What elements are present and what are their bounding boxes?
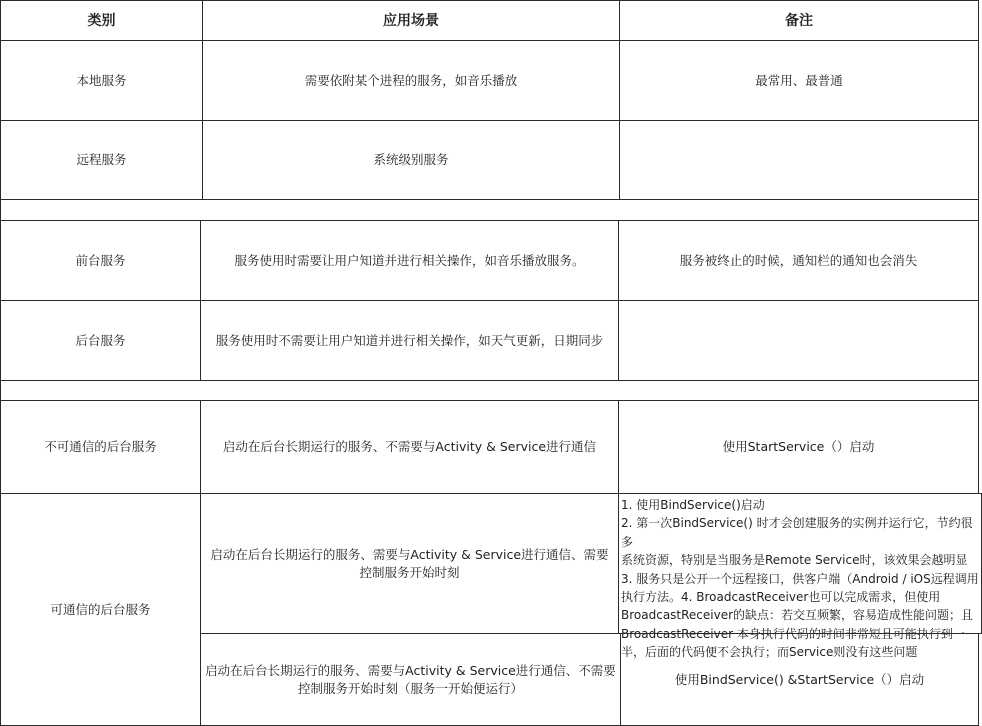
local-category: 本地服务 <box>0 40 203 121</box>
notes-line: 执行方法。4. BroadcastReceiver也可以完成需求，但使用 <box>621 590 941 605</box>
noncomm-scenario: 启动在后台长期运行的服务、不需要与Activity & Service进行通信 <box>200 400 619 494</box>
local-notes: 最常用、最普通 <box>619 40 979 121</box>
remote-category: 远程服务 <box>0 120 203 200</box>
foreground-notes: 服务被终止的时候，通知栏的通知也会消失 <box>618 220 979 301</box>
comm-sub2-scenario: 启动在后台长期运行的服务、需要与Activity & Service进行通信、不需要控制服务开始时刻（服务一开始便运行） <box>200 633 621 726</box>
separator-row <box>0 199 979 221</box>
header-category: 类别 <box>0 0 203 41</box>
local-scenario: 需要依附某个进程的服务，如音乐播放 <box>202 40 620 121</box>
comm-sub1-scenario: 启动在后台长期运行的服务、需要与Activity & Service进行通信、需要控制服务开始时刻 <box>200 493 619 634</box>
remote-scenario: 系统级别服务 <box>202 120 620 200</box>
comm-sub2-notes: 使用BindService() &StartService（）启动 <box>620 633 979 726</box>
notes-line: 系统资源，特别是当服务是Remote Service时，该效果会越明显 <box>621 553 968 568</box>
separator-row <box>0 380 979 401</box>
header-notes: 备注 <box>619 0 979 41</box>
foreground-scenario: 服务使用时需要让用户知道并进行相关操作，如音乐播放服务。 <box>200 220 619 301</box>
comm-sub1-notes <box>618 493 982 660</box>
comm-category: 可通信的后台服务 <box>0 493 201 726</box>
foreground-category: 前台服务 <box>0 220 201 301</box>
notes-line: BroadcastReceiver的缺点：若交互频繁，容易造成性能问题；且 <box>621 608 974 623</box>
background-notes <box>618 300 979 381</box>
background-category: 后台服务 <box>0 300 201 381</box>
noncomm-notes: 使用StartService（）启动 <box>618 400 979 494</box>
notes-line: BroadcastReceiver 本身执行代码的时间非常短且可能执行到一 <box>621 626 965 641</box>
notes-line: 1. 使用BindService()启动 <box>621 498 765 512</box>
header-scenario: 应用场景 <box>202 0 620 41</box>
background-scenario: 服务使用时不需要让用户知道并进行相关操作，如天气更新，日期同步 <box>200 300 619 381</box>
notes-line: 2. 第一次BindService() 时才会创建服务的实例并运行它，节约很多 <box>621 516 973 549</box>
notes-line: 半，后面的代码便不会执行；而Service则没有这些问题 <box>621 645 918 660</box>
remote-notes <box>619 120 979 200</box>
notes-line: 3. 服务只是公开一个远程接口，供客户端（Android / iOS远程调用 <box>621 571 979 586</box>
noncomm-category: 不可通信的后台服务 <box>0 400 201 494</box>
